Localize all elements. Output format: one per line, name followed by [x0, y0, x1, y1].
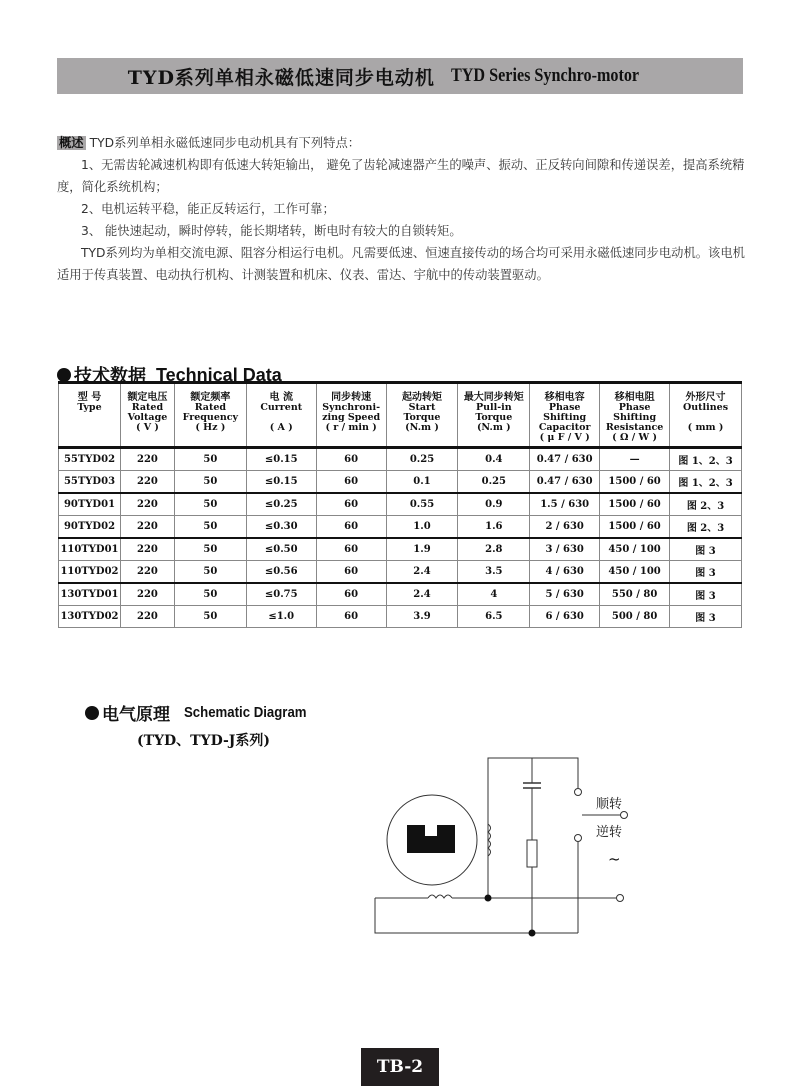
technical-data-table	[58, 381, 742, 628]
table-cell: 90TYD01	[59, 493, 121, 516]
column-header-cn: 额定频率	[190, 392, 231, 403]
table-cell: 220	[120, 561, 174, 584]
column-header	[530, 383, 600, 448]
column-header-en: ( r / min )	[325, 422, 377, 433]
column-header	[458, 383, 530, 448]
column-header-en: ( Ω / W )	[612, 432, 657, 443]
table-cell: 50	[174, 583, 246, 606]
page-title-cn: TYD系列单相永磁低速同步电动机	[127, 66, 435, 89]
table-cell: 50	[174, 448, 246, 471]
column-header-en: Rated	[131, 402, 164, 413]
junction-dot	[485, 895, 492, 902]
schematic-heading-en: Schematic Diagram	[184, 704, 307, 721]
schematic-heading-cn: 电气原理	[102, 705, 170, 725]
technical-data-heading-cn: 技术数据	[74, 366, 146, 387]
column-header	[59, 383, 121, 448]
table-cell: ≤0.75	[246, 583, 316, 606]
table-cell: 1500 / 60	[600, 471, 670, 494]
table-cell: 0.9	[458, 493, 530, 516]
table-cell: 1500 / 60	[600, 516, 670, 539]
page-title-en: TYD Series Synchro-motor	[450, 65, 640, 86]
column-header-en: Type	[77, 402, 102, 413]
bullet-icon	[57, 368, 71, 382]
table-cell: 0.25	[386, 448, 458, 471]
column-header-en: Start	[408, 402, 436, 413]
table-cell: 60	[316, 471, 386, 494]
table-cell: 220	[120, 606, 174, 628]
table-row	[59, 448, 742, 471]
column-header-en: Resistance	[605, 422, 664, 433]
table-cell: 50	[174, 493, 246, 516]
table-cell: 450 / 100	[600, 538, 670, 561]
table-row	[59, 471, 742, 494]
table-cell: ≤1.0	[246, 606, 316, 628]
table-cell: ≤0.30	[246, 516, 316, 539]
column-header-en: (N.m )	[476, 422, 511, 433]
column-header-en: Shifting	[543, 412, 587, 423]
table-cell: 图 2、3	[670, 493, 742, 516]
horizontal-winding	[428, 895, 452, 898]
table-cell: 0.1	[386, 471, 458, 494]
table-cell: 220	[120, 448, 174, 471]
column-header-cn: 电 流	[269, 392, 293, 403]
table-cell: 2.4	[386, 583, 458, 606]
schematic-svg	[370, 750, 640, 950]
table-row	[59, 493, 742, 516]
table-cell: 220	[120, 583, 174, 606]
column-header-en: ( Hz )	[195, 422, 226, 433]
column-header-en: Torque	[403, 412, 441, 423]
table-cell: 50	[174, 538, 246, 561]
schematic-diagram	[370, 750, 640, 954]
column-header-en: Shifting	[613, 412, 657, 423]
table-cell: 130TYD02	[59, 606, 121, 628]
table-cell: 3 / 630	[530, 538, 600, 561]
table-cell: 220	[120, 516, 174, 539]
column-header-en: Frequency	[182, 412, 239, 423]
junction-dot	[529, 930, 536, 937]
overview-tag: 概述	[59, 136, 84, 150]
column-header-en: zing Speed	[322, 412, 381, 423]
table-cell: 0.47 / 630	[530, 448, 600, 471]
feature-point-2: 2、电机运转平稳，能正反转运行，工作可靠；	[81, 202, 335, 216]
table-cell: 60	[316, 561, 386, 584]
table-cell: 图 1、2、3	[670, 471, 742, 494]
table-cell: 0.55	[386, 493, 458, 516]
column-header	[670, 383, 742, 448]
table-cell: ≤0.15	[246, 448, 316, 471]
table-cell: 6.5	[458, 606, 530, 628]
column-header-cn: 最大同步转矩	[463, 392, 524, 403]
table-cell: 50	[174, 471, 246, 494]
column-header	[246, 383, 316, 448]
table-cell: 60	[316, 583, 386, 606]
table-cell: 110TYD01	[59, 538, 121, 561]
column-header-en: Torque	[475, 412, 513, 423]
table-cell: 图 1、2、3	[670, 448, 742, 471]
table-cell: 0.25	[458, 471, 530, 494]
table-cell: 1500 / 60	[600, 493, 670, 516]
table-cell: 1.6	[458, 516, 530, 539]
column-header-en: Synchroni-	[322, 402, 381, 413]
column-header-en: ( mm )	[687, 422, 724, 433]
ac-symbol: ~	[608, 850, 621, 868]
column-header-en: ( V )	[135, 422, 159, 433]
column-header-en: (N.m )	[405, 422, 439, 433]
table-cell: 2.8	[458, 538, 530, 561]
table-cell: 5 / 630	[530, 583, 600, 606]
overview-lead	[57, 132, 747, 154]
schematic-heading	[85, 700, 323, 725]
column-header-cn: 同步转速	[331, 392, 372, 403]
column-header-cn: 外形尺寸	[685, 392, 726, 403]
table-cell: 220	[120, 493, 174, 516]
table-cell: ≤0.50	[246, 538, 316, 561]
column-header-en: Phase	[548, 402, 581, 413]
column-header-cn: 型 号	[77, 392, 102, 403]
top-wire	[488, 758, 578, 898]
overview-section	[57, 132, 747, 286]
column-header-en: Voltage	[127, 412, 168, 423]
column-header-en: Current	[260, 402, 303, 413]
technical-data-heading-en: Technical Data	[156, 364, 282, 385]
column-header	[600, 383, 670, 448]
forward-label: 顺转	[596, 797, 623, 812]
table-cell: 图 3	[670, 538, 742, 561]
table-row	[59, 583, 742, 606]
schematic-subtitle: (TYD、TYD-J系列)	[137, 733, 271, 749]
table-cell: 2.4	[386, 561, 458, 584]
table-cell: 1.5 / 630	[530, 493, 600, 516]
column-header-en: Pull-in	[475, 402, 512, 413]
table-cell: 500 / 80	[600, 606, 670, 628]
table-cell: 60	[316, 606, 386, 628]
column-header-cn: 移相电容	[544, 392, 585, 403]
column-header-cn: 额定电压	[127, 392, 168, 403]
table-cell: 220	[120, 471, 174, 494]
table-cell: 60	[316, 448, 386, 471]
table-cell: ≤0.15	[246, 471, 316, 494]
column-header-en: ( μ F / V )	[539, 432, 590, 443]
bullet-icon	[85, 706, 99, 720]
table-cell: 4 / 630	[530, 561, 600, 584]
table-cell: 6 / 630	[530, 606, 600, 628]
column-header-en: Capacitor	[538, 422, 591, 433]
table-cell: 图 2、3	[670, 516, 742, 539]
table-cell: 2 / 630	[530, 516, 600, 539]
phase-resistor	[527, 840, 537, 867]
column-header	[174, 383, 246, 448]
table-cell: ≤0.25	[246, 493, 316, 516]
column-header-cn: 移相电阻	[614, 392, 655, 403]
column-header	[316, 383, 386, 448]
common-terminal	[621, 812, 628, 819]
table-cell: 3.5	[458, 561, 530, 584]
column-header-en: ( A )	[269, 422, 293, 433]
column-header	[120, 383, 174, 448]
column-header-en: Phase	[618, 402, 651, 413]
table-cell: —	[600, 448, 670, 471]
table-cell: 55TYD02	[59, 448, 121, 471]
feature-point-1: 1、无需齿轮减速机构即有低速大转矩输出， 避免了齿轮减速器产生的噪声、振动、正反转向间隙和传递误差，提高系统精度，简化系统机构；	[57, 158, 745, 194]
table-cell: 50	[174, 561, 246, 584]
table-row	[59, 538, 742, 561]
forward-contact	[575, 789, 582, 796]
reverse-label: 逆转	[596, 825, 623, 840]
column-header-en: Outlines	[682, 402, 729, 413]
table-cell: 图 3	[670, 583, 742, 606]
page-number-badge: TB-2	[361, 1048, 439, 1086]
feature-point-3: 3、 能快速起动，瞬时停转，能长期堵转，断电时有较大的自锁转矩。	[81, 224, 462, 238]
page-title-bar	[57, 58, 743, 94]
column-header	[386, 383, 458, 448]
table-cell: 60	[316, 516, 386, 539]
table-header-row	[59, 383, 742, 448]
table-cell: 0.4	[458, 448, 530, 471]
table-cell: 4	[458, 583, 530, 606]
table-cell: 550 / 80	[600, 583, 670, 606]
table-cell: 50	[174, 606, 246, 628]
table-cell: 450 / 100	[600, 561, 670, 584]
table-row	[59, 561, 742, 584]
table-cell: 1.0	[386, 516, 458, 539]
table-cell: 图 3	[670, 561, 742, 584]
table-cell: 60	[316, 493, 386, 516]
table-row	[59, 606, 742, 628]
table-cell: 110TYD02	[59, 561, 121, 584]
ac-terminal	[617, 895, 624, 902]
column-header-cn: 起动转矩	[402, 392, 442, 403]
table-cell: 60	[316, 538, 386, 561]
table-cell: 图 3	[670, 606, 742, 628]
table-row	[59, 516, 742, 539]
table-cell: 55TYD03	[59, 471, 121, 494]
table-cell: 0.47 / 630	[530, 471, 600, 494]
reverse-contact	[575, 835, 582, 842]
table-cell: 90TYD02	[59, 516, 121, 539]
table-cell: 1.9	[386, 538, 458, 561]
table-cell: ≤0.56	[246, 561, 316, 584]
table-cell: 3.9	[386, 606, 458, 628]
overview-summary: TYD系列均为单相交流电源、阻容分相运行电机。凡需要低速、恒速直接传动的场合均可采用永磁低速同步电动机。该电机适用于传真装置、电动执行机构、计测装置和机床、仪表、雷达、宇航中的传动装置驱动。	[57, 246, 745, 282]
column-header-en: Rated	[194, 402, 227, 413]
table-cell: 130TYD01	[59, 583, 121, 606]
overview-lead-text: TYD系列单相永磁低速同步电动机具有下列特点：	[89, 136, 361, 150]
table-cell: 50	[174, 516, 246, 539]
table-cell: 220	[120, 538, 174, 561]
